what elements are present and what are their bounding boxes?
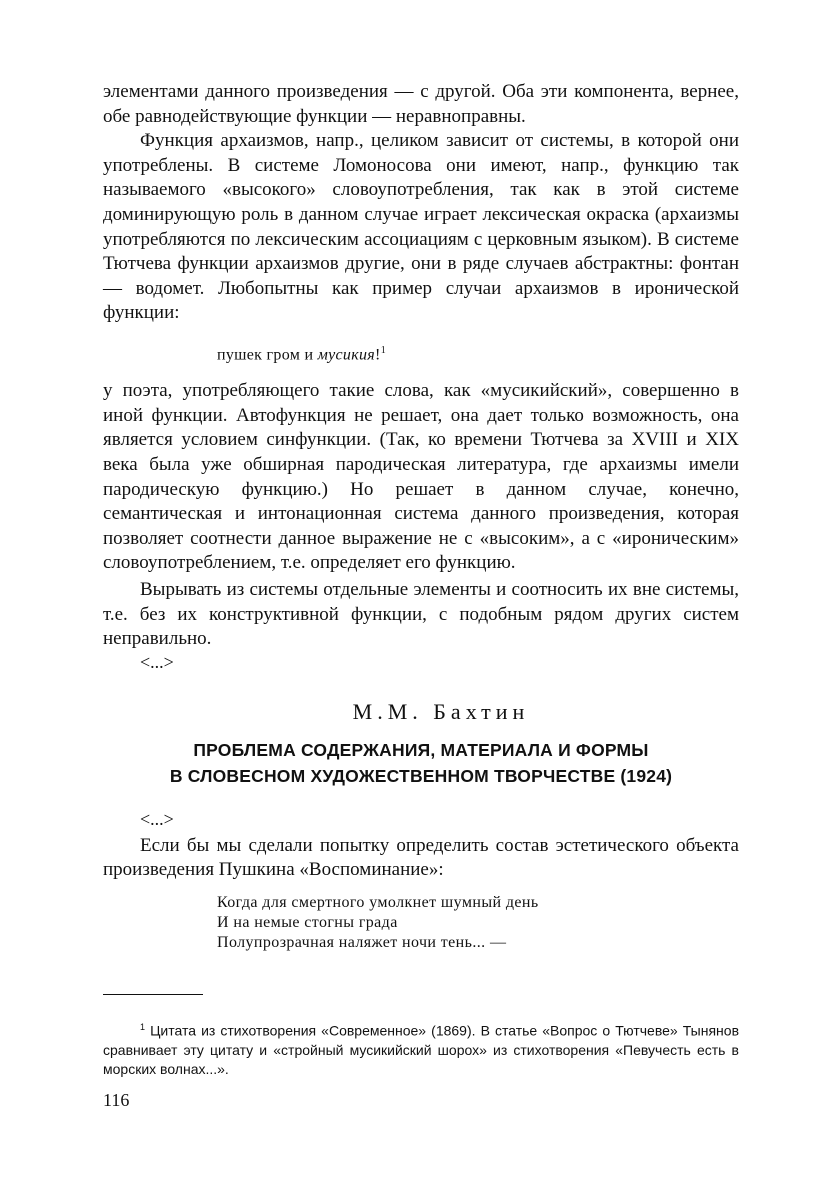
verse-line-2: И на немые стогны града: [217, 913, 398, 931]
quote-tail: !: [375, 346, 381, 364]
footnote-text: Цитата из стихотворения «Современное» (1869). В статье «Вопрос о Тютчеве» Тынянов сравнивает эту цитату и «стройный мусикийский шорох» из стихотворения «Певучесть есть в морских волнах...».: [103, 1022, 740, 1077]
footnote: [103, 1018, 739, 1079]
quote-line: [217, 345, 739, 364]
section-title-line-1: ПРОБЛЕМА СОДЕРЖАНИЯ, МАТЕРИАЛА И ФОРМЫ: [193, 739, 649, 760]
section-title-line-2: В СЛОВЕСНОМ ХУДОЖЕСТВЕННОМ ТВОРЧЕСТВЕ (1924): [169, 765, 673, 786]
footnote-mark-ref: 1: [380, 344, 386, 356]
verse-line-1: Когда для смертного умолкнет шумный день: [217, 893, 539, 911]
quote-italic-word: мусикия: [317, 346, 376, 364]
quote-plain: пушек гром и: [217, 346, 318, 364]
verse-line-3: Полупрозрачная наляжет ночи тень... —: [217, 933, 507, 951]
footnote-divider: [103, 994, 203, 995]
footnote-mark: 1: [140, 1022, 146, 1032]
ellipsis-1: <...>: [140, 651, 174, 672]
author-name: М.М. Бахтин: [352, 698, 530, 724]
page-body: [103, 80, 739, 953]
page-number: 116: [103, 1090, 130, 1110]
paragraph-3: у поэта, употребляющего такие слова, как «мусикийский», совершенно в иной функции. Автофункция не решает, она дает только возможность, она является условием синфункции. (Так, ко времени Тютчева за XVIII и XIX века была уже обширная пародическая литература, где архаизмы имели пародическую функцию.) Но решает в данном случае, конечно, семантическая и интонационная система данного произведения, которая позволяет соотнести данное выражение не с «высоким», а с «ироническим» словоупотреблением, т.е. определяет его функцию.: [103, 380, 739, 574]
paragraph-5: Если бы мы сделали попытку определить состав эстетического объекта произведения Пушкина «Воспоминание»:: [103, 834, 739, 881]
paragraph-1: элементами данного произведения — с другой. Оба эти компонента, вернее, обе равнодействующие функции — неравноправны.: [103, 81, 739, 127]
paragraph-2: Функция архаизмов, напр., целиком зависит от системы, в которой они употреблены. В системе Ломоносова они имеют, напр., функцию так называемого «высокого» словоупотребления, так как в этой системе доминирующую роль в данном случае играет лексическая окраска (архаизмы употребляются по лексическим ассоциациям с церковным языком). В системе Тютчева функции архаизмов другие, они в ряде случаев абстрактны: фонтан — водомет. Любопытны как пример случаи архаизмов в иронической функции:: [103, 130, 739, 324]
ellipsis-2: <...>: [140, 808, 174, 829]
poem-verse: [217, 893, 739, 953]
paragraph-4: Вырывать из системы отдельные элементы и соотносить их вне системы, т.е. без их конструктивной функции, с подобным рядом других систем неправильно.: [103, 579, 739, 650]
